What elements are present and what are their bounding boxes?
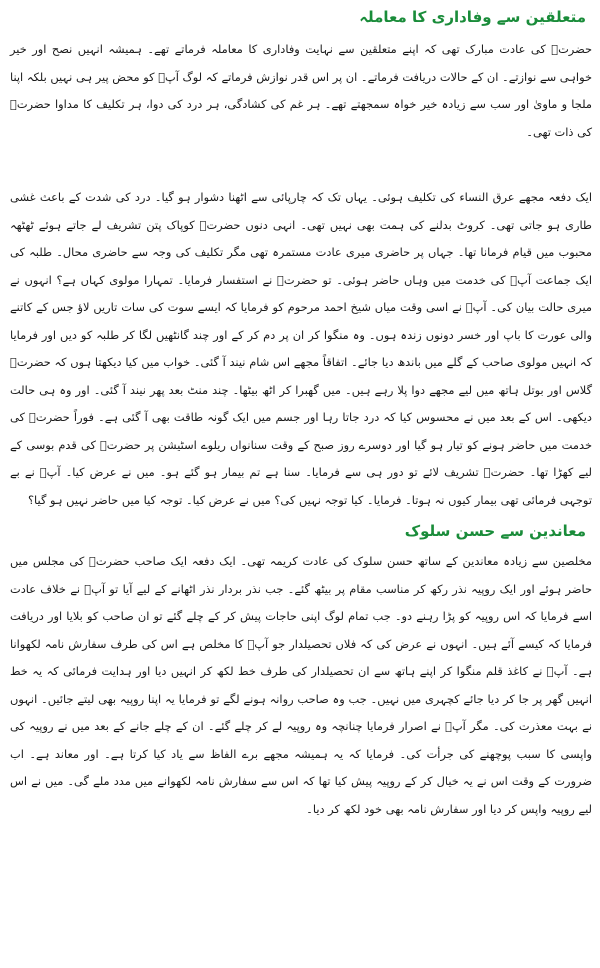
paragraph-loyalty: حضرتؒ کی عادت مبارک تھی کہ اپنے متعلقین سے نہایت وفاداری کا معاملہ فرماتے تھے۔ ہمیشہ انہیں نصح اور خیر خواہی سے نوازتے۔ ان کے حالات دریافت فرماتے۔ ان پر اس قدر نوازش فرماتے کہ لوگ آپؒ کو محض پیر ہی نہیں بلکہ اپنا ملجا و ماویٰ اور سب سے زیادہ خیر خواہ سمجھتے تھے۔ ہر غم کی کشادگی، ہر درد کی دوا، ہر تکلیف کا مداوا حضرتؒ کی ذات تھی۔: [9, 42, 592, 139]
section-heading-loyalty: متعلقین سے وفاداری کا معاملہ: [359, 8, 586, 26]
paragraph-opponents: مخلصین سے زیادہ معاندین کے ساتھ حسن سلوک کی عادت کریمہ تھی۔ ایک دفعہ ایک صاحب حضرتؒ کی مجلس میں حاضر ہوئے اور ایک روپیہ نذر رکھ کر مناسب مقام پر بیٹھ گئے۔ جب نذر بردار نذر اٹھانے کے لیے آیا تو آپؒ نے خلاف عادت اسے فرمایا کہ اس روپیہ کو پڑا رہنے دو۔ جب تمام لوگ اپنی حاجات پیش کر کے چلے گئے تو ان صاحب کو بلایا اور دریافت فرمایا کہ کیسے آئے ہیں۔ انہوں نے عرض کی کہ فلاں تحصیلدار جو آپؒ کا مخلص ہے اس کی طرف سفارش نامہ لکھوانا ہے۔ آپؒ نے کاغذ قلم منگوا کر اپنے ہاتھ سے ان تحصیلدار کی طرف خط لکھ کر انہیں دیا اور ہدایت فرمائی کہ یہ خط انہیں گھر پر جا کر دیا جائے کچہری میں نہیں۔ جب وہ صاحب روانہ ہونے لگے تو فرمایا یہ اپنا روپیہ بھی لیتے جائیں۔ انہوں نے بہت معذرت کی۔ مگر آپؒ نے اصرار فرمایا چنانچہ وہ روپیہ لے کر چلے گئے۔ ان کے چلے جانے کے بعد میں نے روپیہ کی واپسی کا سبب پوچھنے کی جرأت کی۔ فرمایا کہ یہ ہمیشہ مجھے برے الفاظ سے یاد کیا کرتا ہے۔ اور معاند ہے۔ اب ضرورت کے وقت اس نے یہ خیال کر کے روپیہ پیش کیا تھا کہ اس سے سفارش نامہ لکھوانے میں مدد ملے گی۔ میں نے اس لیے روپیہ واپس کر دیا اور سفارش نامہ بھی خود لکھ کر دیا۔: [10, 554, 592, 816]
section-heading-opponents: معاندین سے حسن سلوک: [404, 522, 586, 540]
paragraph-spacer: [10, 146, 592, 184]
paragraph-illness-story: ایک دفعہ مجھے عرق النساء کی تکلیف ہوئی۔ یہاں تک کہ چارپائی سے اٹھنا دشوار ہو گیا۔ درد کی شدت کے باعث غشی طاری ہو جاتی تھی۔ کروٹ بدلنے کی ہمت بھی نہیں تھی۔ انہی دنوں حضرتؒ کوپاک پتن تشریف لے جاتے ہوئے ٹھٹھہ محبوب میں قیام فرمانا تھا۔ جہاں پر حاضری میری عادت مستمرہ تھی مگر تکلیف کی وجہ سے حاضری محال۔ طلبہ کی ایک جماعت آپؒ کی خدمت میں وہاں حاضر ہوئی۔ تو حضرتؒ نے استفسار فرمایا۔ تمہارا مولوی کہاں ہے؟ انہوں نے میری حالت بیان کی۔ آپؒ نے اسی وقت میاں شیخ احمد مرحوم کو فرمایا کہ ایسے سوت کی سات تاریں لاؤ جس کے کاتنے والی عورت کا باپ اور خسر دونوں زندہ ہوں۔ وہ منگوا کر ان پر دم کر کے اور چند گانٹھیں لگا کر طلبہ کو دیں اور فرمایا کہ انہیں مولوی صاحب کے گلے میں باندھ دیا جائے۔ اتفاقاً مجھے اس شام نیند آ گئی۔ خواب میں کیا دیکھتا ہوں کہ حضرتؒ گلاس اور بوتل ہاتھ میں لیے مجھے دوا پلا رہے ہیں۔ میں گھبرا کر اٹھ بیٹھا۔ چند منٹ بعد پھر نیند آ گئی۔ اور وہ ہی حالت دیکھی۔ اس کے بعد میں نے محسوس کیا کہ درد جاتا رہا اور جسم میں ایک گونہ طاقت بھی آ گئی ہے۔ فوراً حضرتؒ کی خدمت میں حاضر ہونے کو تیار ہو گیا اور دوسرے روز صبح کے وقت سنانواں ریلوے اسٹیشن پر حضرتؒ کی قدم بوسی کے لیے کھڑا تھا۔ حضرتؒ تشریف لائے تو دور ہی سے فرمایا۔ سنا ہے تم بیمار ہو گئے ہو۔ میں نے عرض کیا۔ آپؒ نے بے توجہی فرمائی تھی بیمار کیوں نہ ہوتا۔ فرمایا۔ کیا توجہ نہیں کی؟ میں نے عرض کیا۔ توجہ کیا میں حاضر نہیں ہو گیا؟: [10, 190, 592, 507]
